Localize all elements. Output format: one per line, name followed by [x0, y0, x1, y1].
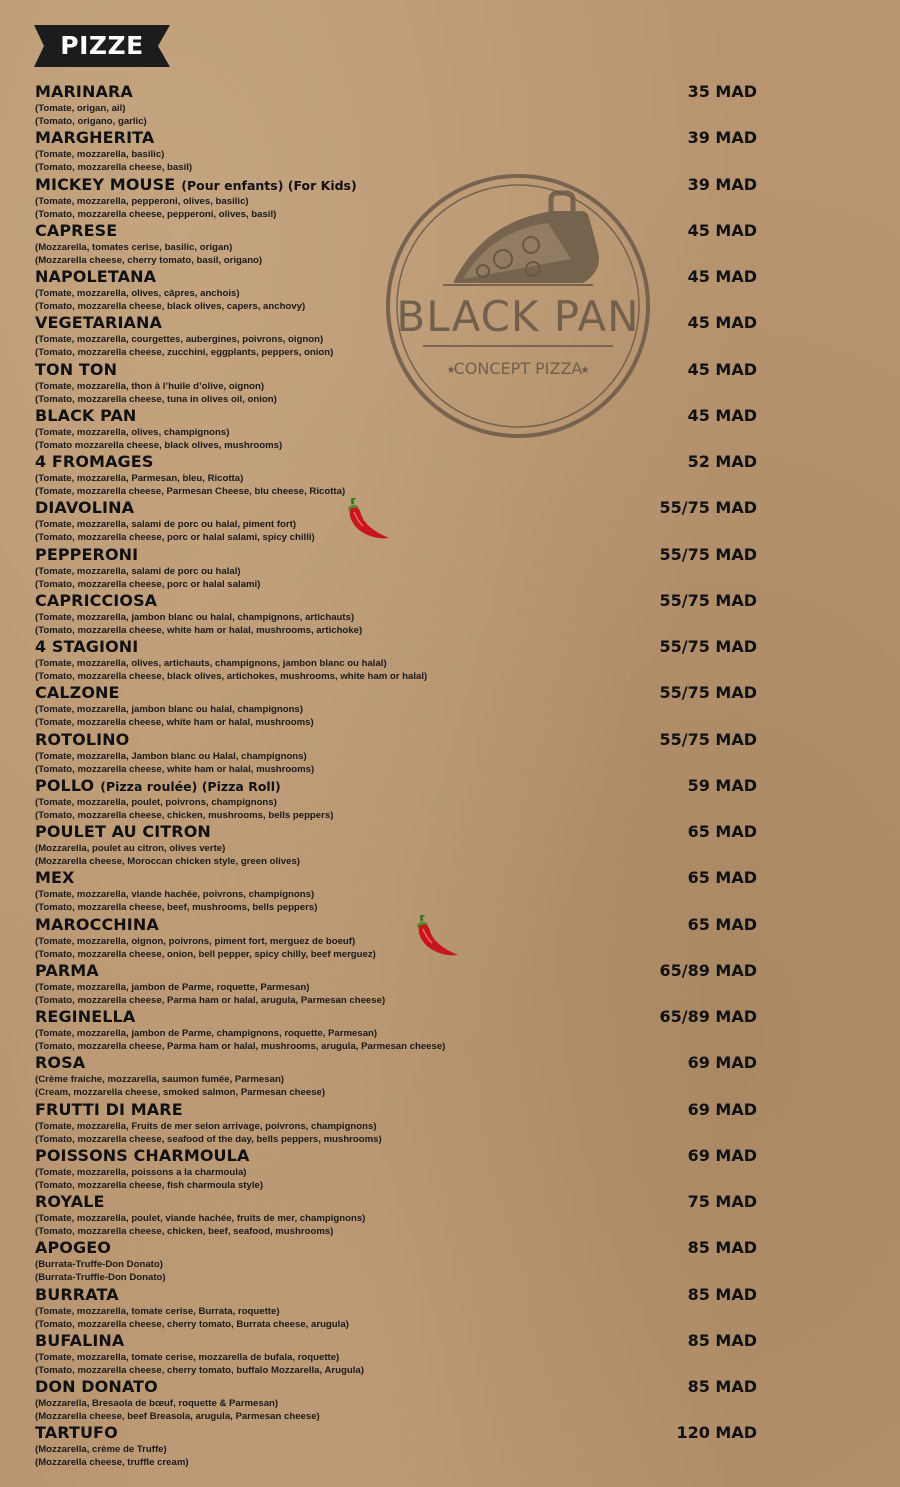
item-name-text: MAROCCHINA	[35, 915, 159, 934]
item-name-text: FRUTTI DI MARE	[35, 1100, 183, 1119]
item-description-fr: (Tomate, origan, ail)	[35, 103, 126, 114]
item-name-text: CALZONE	[35, 683, 120, 702]
item-name-text: CAPRESE	[35, 221, 118, 240]
item-description-en: (Tomato, mozzarella cheese, white ham or halal, mushrooms)	[35, 764, 315, 775]
item-name	[35, 545, 138, 564]
item-price: 69 MAD	[687, 1146, 757, 1165]
item-description-en: (Tomato, mozzarella cheese, basil)	[35, 162, 193, 173]
item-name-text: POISSONS CHARMOULA	[35, 1146, 250, 1165]
menu-item	[35, 822, 757, 868]
item-name-text: PARMA	[35, 961, 99, 980]
item-description-fr: (Tomate, mozzarella, salami de porc ou halal)	[35, 566, 241, 577]
menu-item	[35, 591, 757, 637]
item-name-text: ROTOLINO	[35, 730, 130, 749]
item-name-text: VEGETARIANA	[35, 313, 162, 332]
item-name	[35, 1285, 119, 1304]
item-price: 45 MAD	[687, 313, 757, 332]
item-price: 45 MAD	[687, 406, 757, 425]
item-name-text: NAPOLETANA	[35, 267, 157, 286]
item-name	[35, 683, 120, 702]
item-description-en: (Tomato, mozzarella cheese, porc or halal salami)	[35, 579, 261, 590]
item-name	[35, 175, 357, 194]
item-price: 35 MAD	[687, 82, 757, 101]
item-price: 55/75 MAD	[659, 683, 757, 702]
item-description-en: (Mozzarella cheese, beef Breasola, arugula, Parmesan cheese)	[35, 1411, 320, 1422]
item-description-en: (Tomato, mozzarella cheese, Parma ham or halal, arugula, Parmesan cheese)	[35, 995, 386, 1006]
item-name	[35, 822, 211, 841]
item-name-text: TARTUFO	[35, 1423, 118, 1442]
item-description-en: (Tomato, mozzarella cheese, onion, bell pepper, spicy chilly, beef merguez)	[35, 949, 376, 960]
menu-item	[35, 1377, 757, 1423]
item-name	[35, 452, 153, 471]
item-description-fr: (Tomate, mozzarella, olives, champignons)	[35, 427, 230, 438]
star-icon: ★	[446, 365, 456, 376]
item-price: 52 MAD	[687, 452, 757, 471]
menu-item	[35, 267, 757, 313]
item-name	[35, 1192, 105, 1211]
item-name	[35, 267, 156, 286]
menu-item	[35, 221, 757, 267]
item-price: 65/89 MAD	[659, 1007, 757, 1026]
item-description-en: (Tomato, origano, garlic)	[35, 116, 147, 127]
item-description-en: (Mozzarella cheese, Moroccan chicken style, green olives)	[35, 856, 300, 867]
item-description-fr: (Crème fraiche, mozzarella, saumon fumée, Parmesan)	[35, 1074, 284, 1085]
item-price: 45 MAD	[687, 267, 757, 286]
menu-item	[35, 1100, 757, 1146]
item-name-text: DIAVOLINA	[35, 498, 135, 517]
item-description-en: (Tomato, mozzarella cheese, black olives, artichokes, mushrooms, white ham or halal)	[35, 671, 428, 682]
item-name-text: BURRATA	[35, 1285, 119, 1304]
item-description-fr: (Tomate, mozzarella, jambon de Parme, roquette, Parmesan)	[35, 982, 310, 993]
item-name	[35, 128, 154, 147]
item-description-en: (Tomato, mozzarella cheese, cherry tomato, Burrata cheese, arugula)	[35, 1319, 349, 1330]
item-price: 85 MAD	[687, 1331, 757, 1350]
item-description-en: (Burrata-Truffle-Don Donato)	[35, 1272, 166, 1283]
item-description-fr: (Tomate, mozzarella, oignon, poivrons, piment fort, merguez de boeuf)	[35, 936, 356, 947]
menu-item	[35, 452, 757, 498]
item-name	[35, 776, 281, 795]
item-description-en: (Tomato, mozzarella cheese, fish charmoula style)	[35, 1180, 264, 1191]
item-price: 120 MAD	[676, 1423, 757, 1442]
item-description-fr: (Tomate, mozzarella, thon à l’huile d’olive, oignon)	[35, 381, 265, 392]
item-note: (Pizza roulée) (Pizza Roll)	[100, 779, 281, 794]
item-description-fr: (Tomate, mozzarella, poissons a la charmoula)	[35, 1167, 247, 1178]
item-price: 45 MAD	[687, 221, 757, 240]
item-name-text: CAPRICCIOSA	[35, 591, 158, 610]
item-description-fr: (Tomate, mozzarella, poulet, viande hachée, fruits de mer, champignons)	[35, 1213, 366, 1224]
item-description-fr: (Tomate, mozzarella, jambon de Parme, champignons, roquette, Parmesan)	[35, 1028, 378, 1039]
item-name	[35, 406, 136, 425]
item-name-text: APOGEO	[35, 1238, 111, 1257]
item-name-text: POLLO	[35, 776, 95, 795]
menu-item	[35, 961, 757, 1007]
item-name-text: POULET AU CITRON	[35, 822, 211, 841]
item-description-fr: (Tomate, mozzarella, Fruits de mer selon arrivage, poivrons, champignons)	[35, 1121, 377, 1132]
menu-item	[35, 360, 757, 406]
menu-item	[35, 406, 757, 452]
item-price: 55/75 MAD	[659, 545, 757, 564]
item-description-fr: (Tomate, mozzarella, salami de porc ou halal, piment fort)	[35, 519, 297, 530]
logo-tagline: CONCEPT PIZZA	[453, 359, 583, 378]
item-name-text: MICKEY MOUSE	[35, 175, 176, 194]
item-description-fr: (Mozzarella, tomates cerise, basilic, origan)	[35, 242, 233, 253]
item-name	[35, 1007, 135, 1026]
logo-name: BLACK PAN	[396, 292, 640, 341]
item-price: 65 MAD	[687, 868, 757, 887]
section-title: PIZZE	[60, 31, 144, 60]
item-description-fr: (Mozzarella, poulet au citron, olives verte)	[35, 843, 226, 854]
item-name	[35, 591, 157, 610]
item-name	[35, 1423, 118, 1442]
item-description-en: (Tomato, mozzarella cheese, cherry tomato, buffalo Mozzarella, Arugula)	[35, 1365, 364, 1376]
item-description-en: (Tomato, mozzarella cheese, porc or halal salami, spicy chilli)	[35, 532, 315, 543]
menu-item	[35, 1423, 757, 1469]
item-description-en: (Tomato, mozzarella cheese, chicken, mushrooms, bells peppers)	[35, 810, 334, 821]
item-name-text: MEX	[35, 868, 75, 887]
item-name	[35, 868, 75, 887]
menu-item	[35, 175, 757, 221]
item-price: 45 MAD	[687, 360, 757, 379]
item-description-fr: (Tomate, mozzarella, olives, câpres, anchois)	[35, 288, 240, 299]
menu-item	[35, 683, 757, 729]
menu-item	[35, 915, 757, 961]
menu-item	[35, 313, 757, 359]
item-name-text: PEPPERONI	[35, 545, 139, 564]
menu-item	[35, 1007, 757, 1053]
item-name	[35, 498, 134, 517]
item-description-fr: (Mozzarella, Bresaola de bœuf, roquette & Parmesan)	[35, 1398, 279, 1409]
item-name	[35, 1331, 124, 1350]
item-name	[35, 637, 138, 656]
item-price: 75 MAD	[687, 1192, 757, 1211]
item-price: 69 MAD	[687, 1053, 757, 1072]
menu-item	[35, 545, 757, 591]
item-name-text: MARGHERITA	[35, 128, 155, 147]
item-name-text: BUFALINA	[35, 1331, 125, 1350]
item-description-en: (Tomato, mozzarella cheese, seafood of the day, bells peppers, mushrooms)	[35, 1134, 382, 1145]
item-description-en: (Mozzarella cheese, truffle cream)	[35, 1457, 189, 1468]
menu-item	[35, 1331, 757, 1377]
item-name-text: MARINARA	[35, 82, 133, 101]
item-description-fr: (Tomate, mozzarella, jambon blanc ou halal, champignons, artichauts)	[35, 612, 355, 623]
chili-pepper-icon	[345, 498, 393, 542]
item-description-en: (Tomato mozzarella cheese, black olives, mushrooms)	[35, 440, 283, 451]
item-description-fr: (Mozzarella, crème de Truffe)	[35, 1444, 167, 1455]
item-price: 59 MAD	[687, 776, 757, 795]
item-price: 55/75 MAD	[659, 498, 757, 517]
menu-item	[35, 1238, 757, 1284]
item-price: 55/75 MAD	[659, 637, 757, 656]
item-note: (Pour enfants) (For Kids)	[181, 178, 357, 193]
item-name	[35, 730, 129, 749]
item-description-fr: (Tomate, mozzarella, tomate cerise, Burrata, roquette)	[35, 1306, 280, 1317]
item-price: 85 MAD	[687, 1377, 757, 1396]
item-description-en: (Tomate, mozzarella cheese, Parmesan Cheese, blu cheese, Ricotta)	[35, 486, 346, 497]
item-description-fr: (Tomate, mozzarella, olives, artichauts, champignons, jambon blanc ou halal)	[35, 658, 387, 669]
item-description-en: (Tomato, mozzarella cheese, beef, mushrooms, bells peppers)	[35, 902, 318, 913]
item-description-fr: (Tomate, mozzarella, basilic)	[35, 149, 165, 160]
item-description-en: (Tomato, mozzarella cheese, Parma ham or halal, mushrooms, arugula, Parmesan cheese)	[35, 1041, 446, 1052]
menu-item	[35, 776, 757, 822]
item-price: 55/75 MAD	[659, 591, 757, 610]
item-description-fr: (Tomate, mozzarella, pepperoni, olives, basilic)	[35, 196, 249, 207]
item-name	[35, 915, 159, 934]
item-name-text: 4 FROMAGES	[35, 452, 154, 471]
item-price: 65 MAD	[687, 915, 757, 934]
item-name	[35, 313, 162, 332]
item-name	[35, 82, 133, 101]
menu-item	[35, 637, 757, 683]
menu-item	[35, 1146, 757, 1192]
menu-item	[35, 128, 757, 174]
item-description-en: (Mozzarella cheese, cherry tomato, basil, origano)	[35, 255, 263, 266]
item-name	[35, 1100, 183, 1119]
item-name-text: BLACK PAN	[35, 406, 137, 425]
item-name	[35, 360, 117, 379]
item-description-en: (Tomato, mozzarella cheese, white ham or halal, mushrooms, artichoke)	[35, 625, 363, 636]
item-name-text: REGINELLA	[35, 1007, 136, 1026]
item-description-fr: (Tomate, mozzarella, poulet, poivrons, champignons)	[35, 797, 277, 808]
item-description-fr: (Tomate, mozzarella, Parmesan, bleu, Ricotta)	[35, 473, 244, 484]
item-description-en: (Tomato, mozzarella cheese, black olives, capers, anchovy)	[35, 301, 306, 312]
item-price: 39 MAD	[687, 175, 757, 194]
item-name	[35, 1377, 158, 1396]
item-price: 39 MAD	[687, 128, 757, 147]
item-description-en: (Tomato, mozzarella cheese, chicken, beef, seafood, mushrooms)	[35, 1226, 334, 1237]
star-icon: ★	[580, 365, 590, 376]
item-name-text: TON TON	[35, 360, 118, 379]
chili-pepper-icon	[414, 915, 462, 959]
item-name-text: ROSA	[35, 1053, 86, 1072]
item-name	[35, 1238, 111, 1257]
item-description-fr: (Tomate, mozzarella, viande hachée, poivrons, champignons)	[35, 889, 315, 900]
item-description-en: (Tomate, mozzarella cheese, white ham or halal, mushrooms)	[35, 717, 314, 728]
item-description-en: (Cream, mozzarella cheese, smoked salmon, Parmesan cheese)	[35, 1087, 326, 1098]
item-description-en: (Tomato, mozzarella cheese, tuna in olives oil, onion)	[35, 394, 277, 405]
menu-item	[35, 1053, 757, 1099]
item-name	[35, 1053, 85, 1072]
menu-item	[35, 498, 757, 544]
item-description-fr: (Tomate, mozzarella, jambon blanc ou halal, champignons)	[35, 704, 303, 715]
item-price: 55/75 MAD	[659, 730, 757, 749]
item-name	[35, 961, 99, 980]
menu-item	[35, 82, 757, 128]
item-price: 85 MAD	[687, 1285, 757, 1304]
item-price: 85 MAD	[687, 1238, 757, 1257]
item-description-fr: (Tomate, mozzarella, tomate cerise, mozzarella de bufala, roquette)	[35, 1352, 340, 1363]
item-price: 69 MAD	[687, 1100, 757, 1119]
item-name	[35, 1146, 249, 1165]
item-price: 65 MAD	[687, 822, 757, 841]
menu-item	[35, 868, 757, 914]
item-description-fr: (Tomate, mozzarella, courgettes, aubergines, poivrons, oignon)	[35, 334, 324, 345]
item-description-en: (Tomato, mozzarella cheese, zucchini, eggplants, peppers, onion)	[35, 347, 334, 358]
item-description-fr: (Burrata-Truffe-Don Donato)	[35, 1259, 163, 1270]
item-name	[35, 221, 117, 240]
item-name-text: DON DONATO	[35, 1377, 158, 1396]
menu-item	[35, 730, 757, 776]
menu-item	[35, 1285, 757, 1331]
item-description-en: (Tomato, mozzarella cheese, pepperoni, olives, basil)	[35, 209, 277, 220]
item-description-fr: (Tomate, mozzarella, Jambon blanc ou Halal, champignons)	[35, 751, 307, 762]
menu-item	[35, 1192, 757, 1238]
item-price: 65/89 MAD	[659, 961, 757, 980]
item-name-text: 4 STAGIONI	[35, 637, 139, 656]
item-name-text: ROYALE	[35, 1192, 105, 1211]
